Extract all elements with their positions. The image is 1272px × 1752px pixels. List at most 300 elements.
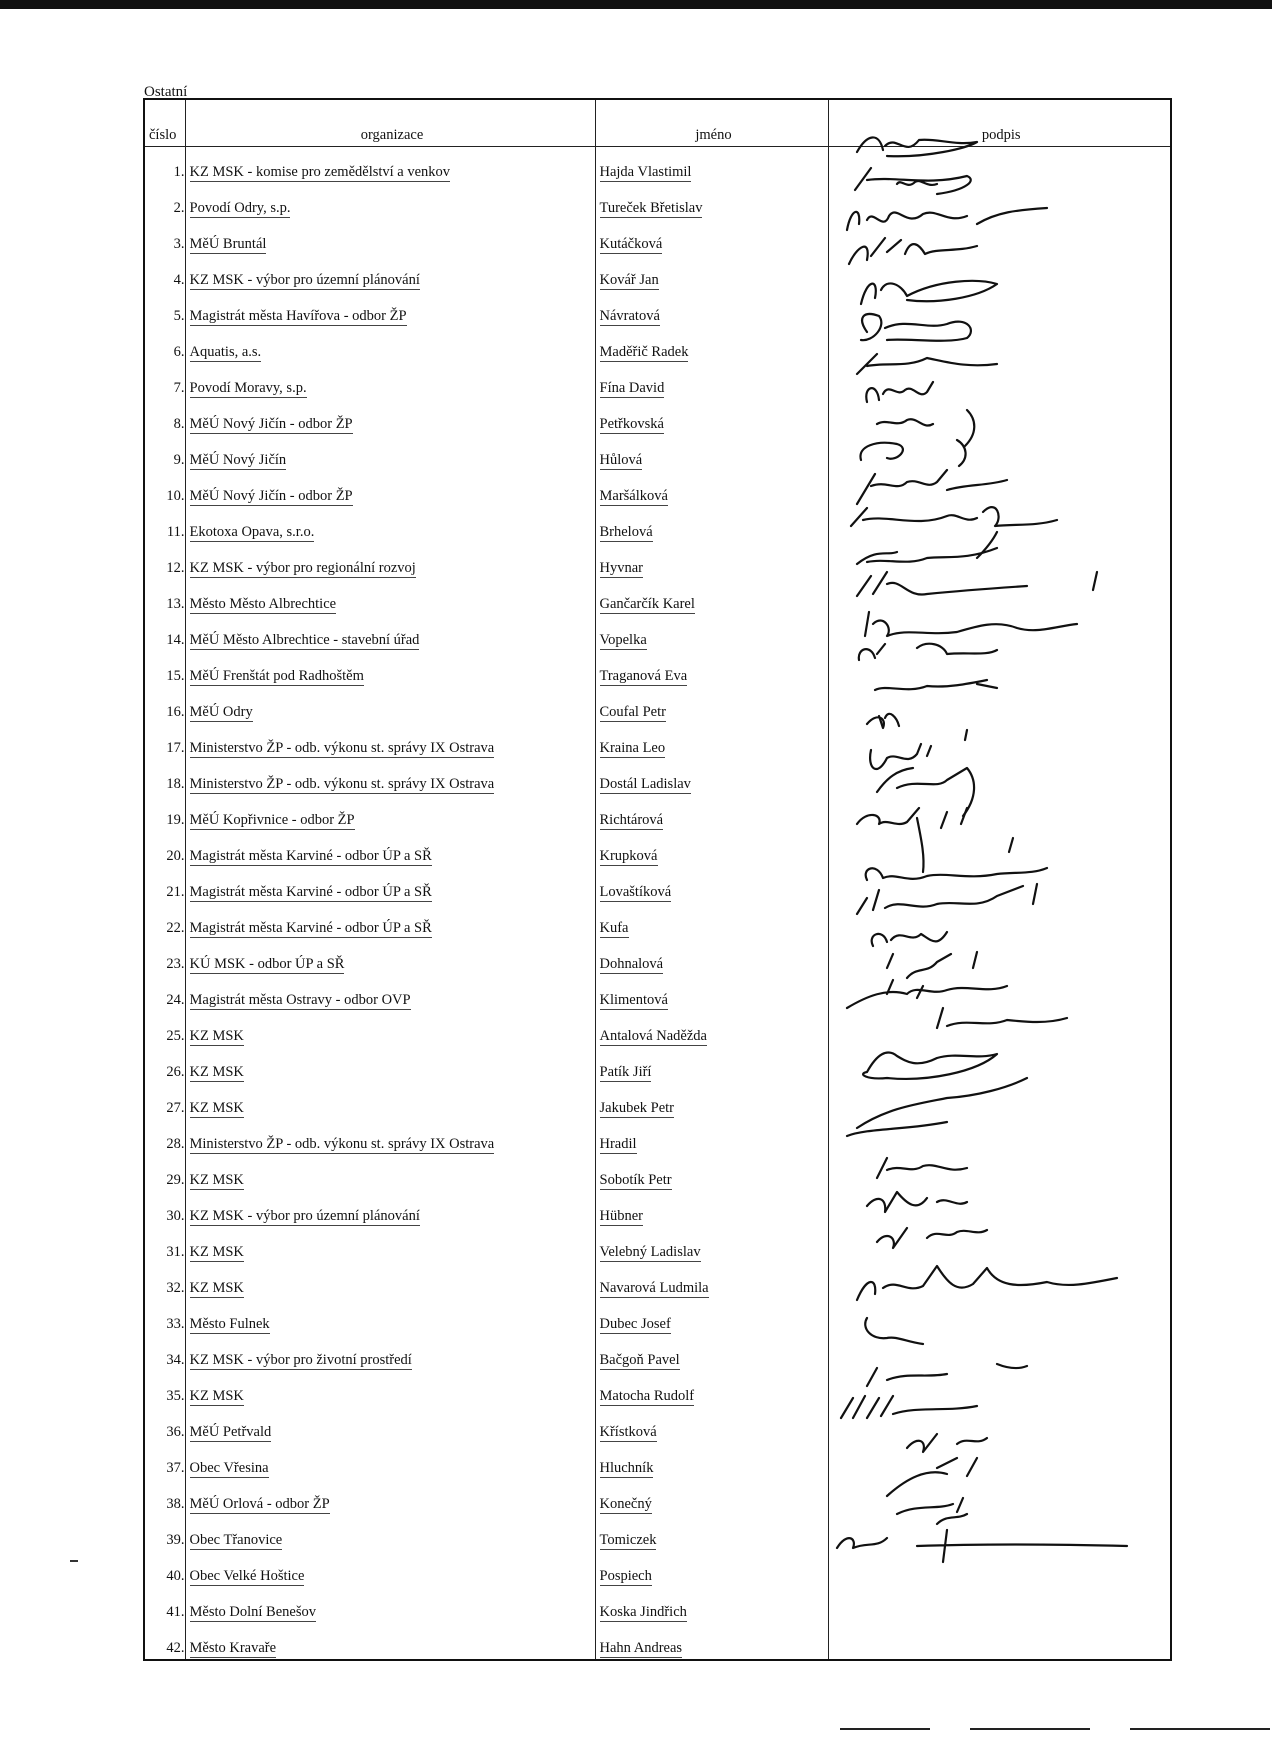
row-name-cell [595,1407,828,1443]
table-row [144,615,1171,651]
row-organization: KZ MSK [189,1100,244,1116]
row-organization-cell [185,687,595,723]
row-organization-cell [185,1155,595,1191]
row-name-cell [595,1155,828,1191]
row-name: Tureček Břetislav [599,200,703,216]
row-number: 15. [144,651,185,687]
row-name: Antalová Naděžda [599,1028,707,1044]
header-signature: podpis [828,99,1171,147]
row-number: 16. [144,687,185,723]
row-organization-cell [185,327,595,363]
row-number: 34. [144,1335,185,1371]
row-number: 28. [144,1119,185,1155]
row-name-cell [595,1515,828,1551]
header-organization: organizace [185,99,595,147]
row-organization: MěÚ Odry [189,704,253,720]
table-row [144,939,1171,975]
table-row [144,1155,1171,1191]
table-row [144,1371,1171,1407]
row-signature-cell [828,903,1171,939]
row-name-cell [595,903,828,939]
table-row [144,183,1171,219]
row-number: 22. [144,903,185,939]
scan-top-edge [0,0,1272,9]
row-organization: KZ MSK [189,1064,244,1080]
table-row [144,1011,1171,1047]
row-number: 30. [144,1191,185,1227]
row-organization: Ministerstvo ŽP - odb. výkonu st. správy IX Ostrava [189,776,495,792]
row-organization-cell [185,1263,595,1299]
row-name-cell [595,1227,828,1263]
row-name-cell [595,723,828,759]
row-name: Hyvnar [599,560,643,576]
row-organization-cell [185,291,595,327]
row-signature-cell [828,507,1171,543]
row-organization-cell [185,147,595,184]
row-number: 3. [144,219,185,255]
row-number: 10. [144,471,185,507]
row-organization-cell [185,399,595,435]
row-organization-cell [185,723,595,759]
row-number: 38. [144,1479,185,1515]
row-name: Brhelová [599,524,653,540]
table-row [144,1443,1171,1479]
row-number: 9. [144,435,185,471]
row-signature-cell [828,1551,1171,1587]
row-organization: Město Dolní Benešov [189,1604,316,1620]
row-number: 17. [144,723,185,759]
row-organization: KZ MSK - výbor pro územní plánování [189,1208,420,1224]
row-name: Pospiech [599,1568,652,1584]
row-name: Konečný [599,1496,652,1512]
row-name-cell [595,363,828,399]
row-name: Dubec Josef [599,1316,671,1332]
row-name: Traganová Eva [599,668,688,684]
row-organization-cell [185,759,595,795]
row-number: 8. [144,399,185,435]
row-organization-cell [185,471,595,507]
row-organization-cell [185,219,595,255]
row-number: 37. [144,1443,185,1479]
row-organization: MěÚ Nový Jičín [189,452,287,468]
row-name: Kraina Leo [599,740,666,756]
row-organization: Ekotoxa Opava, s.r.o. [189,524,315,540]
row-number: 27. [144,1083,185,1119]
row-name: Petřkovská [599,416,664,432]
row-name-cell [595,183,828,219]
row-name-cell [595,1335,828,1371]
table-row [144,1191,1171,1227]
table-row [144,975,1171,1011]
table-row [144,1227,1171,1263]
row-signature-cell [828,1371,1171,1407]
row-organization: MěÚ Orlová - odbor ŽP [189,1496,330,1512]
row-organization-cell [185,1191,595,1227]
row-organization-cell [185,939,595,975]
row-name-cell [595,759,828,795]
row-number: 26. [144,1047,185,1083]
row-name: Navarová Ludmila [599,1280,709,1296]
row-name: Bačgoň Pavel [599,1352,680,1368]
row-signature-cell [828,1155,1171,1191]
row-organization-cell [185,579,595,615]
row-name: Vopelka [599,632,647,648]
row-name-cell [595,687,828,723]
row-organization-cell [185,651,595,687]
row-organization-cell [185,1011,595,1047]
row-signature-cell [828,291,1171,327]
table-row [144,1479,1171,1515]
row-name: Maděřič Radek [599,344,689,360]
row-organization: KÚ MSK - odbor ÚP a SŘ [189,956,345,972]
row-signature-cell [828,1047,1171,1083]
row-name-cell [595,1551,828,1587]
row-signature-cell [828,867,1171,903]
row-name-cell [595,1119,828,1155]
header-name: jméno [595,99,828,147]
row-name: Hradil [599,1136,637,1152]
row-organization: MěÚ Frenštát pod Radhoštěm [189,668,364,684]
row-signature-cell [828,255,1171,291]
table-row [144,1407,1171,1443]
row-signature-cell [828,1011,1171,1047]
row-name-cell [595,1083,828,1119]
row-organization-cell [185,1479,595,1515]
row-signature-cell [828,1335,1171,1371]
row-signature-cell [828,399,1171,435]
table-row [144,651,1171,687]
table-row [144,435,1171,471]
table-header-row [144,99,1171,147]
row-name-cell [595,147,828,184]
row-signature-cell [828,1263,1171,1299]
row-name: Dostál Ladislav [599,776,691,792]
row-signature-cell [828,471,1171,507]
row-name-cell [595,399,828,435]
row-number: 1. [144,147,185,184]
row-name-cell [595,795,828,831]
row-name: Velebný Ladislav [599,1244,701,1260]
table-row [144,327,1171,363]
row-organization-cell [185,615,595,651]
table-row [144,795,1171,831]
row-name: Tomiczek [599,1532,657,1548]
row-name: Kufa [599,920,629,936]
row-name: Křístková [599,1424,657,1440]
row-number: 14. [144,615,185,651]
row-organization: Povodí Moravy, s.p. [189,380,307,396]
row-number: 19. [144,795,185,831]
row-number: 7. [144,363,185,399]
row-name-cell [595,831,828,867]
row-name: Gančarčík Karel [599,596,695,612]
row-signature-cell [828,579,1171,615]
row-name: Fína David [599,380,665,396]
row-organization: MěÚ Město Albrechtice - stavební úřad [189,632,420,648]
row-number: 25. [144,1011,185,1047]
row-signature-cell [828,795,1171,831]
row-name-cell [595,543,828,579]
row-organization: MěÚ Nový Jičín - odbor ŽP [189,416,353,432]
table-row [144,1263,1171,1299]
row-organization-cell [185,1623,595,1660]
table-row [144,759,1171,795]
row-name: Matocha Rudolf [599,1388,695,1404]
row-organization: KZ MSK - výbor pro územní plánování [189,272,420,288]
row-name-cell [595,219,828,255]
row-name: Dohnalová [599,956,664,972]
row-name: Hahn Andreas [599,1640,683,1656]
row-organization-cell [185,543,595,579]
row-name: Patík Jiří [599,1064,652,1080]
row-number: 24. [144,975,185,1011]
row-signature-cell [828,147,1171,184]
row-organization: KZ MSK - výbor pro životní prostředí [189,1352,412,1368]
table-row [144,147,1171,184]
row-name: Coufal Petr [599,704,666,720]
row-organization: KZ MSK - výbor pro regionální rozvoj [189,560,416,576]
row-organization-cell [185,1119,595,1155]
row-name-cell [595,1011,828,1047]
row-organization-cell [185,363,595,399]
row-organization: Magistrát města Karviné - odbor ÚP a SŘ [189,884,432,900]
row-organization: KZ MSK [189,1244,244,1260]
row-organization-cell [185,1047,595,1083]
row-signature-cell [828,723,1171,759]
row-signature-cell [828,1299,1171,1335]
row-name-cell [595,1191,828,1227]
row-name-cell [595,1263,828,1299]
row-organization: Město Fulnek [189,1316,270,1332]
row-organization-cell [185,831,595,867]
row-organization-cell [185,903,595,939]
row-name: Návratová [599,308,660,324]
row-name-cell [595,975,828,1011]
section-title: Ostatní [144,84,188,100]
table-row [144,543,1171,579]
row-organization: KZ MSK - komise pro zemědělství a venkov [189,164,451,180]
row-name-cell [595,1479,828,1515]
row-name-cell [595,255,828,291]
row-organization: Město Město Albrechtice [189,596,337,612]
row-name: Hajda Vlastimil [599,164,692,180]
row-signature-cell [828,975,1171,1011]
row-number: 39. [144,1515,185,1551]
row-organization-cell [185,975,595,1011]
row-organization: MěÚ Nový Jičín - odbor ŽP [189,488,353,504]
row-name-cell [595,1587,828,1623]
row-number: 35. [144,1371,185,1407]
row-signature-cell [828,363,1171,399]
row-name-cell [595,651,828,687]
row-organization-cell [185,507,595,543]
table-row [144,1587,1171,1623]
row-organization: Obec Třanovice [189,1532,283,1548]
table-row [144,579,1171,615]
row-organization-cell [185,1299,595,1335]
table-row [144,867,1171,903]
attendance-sheet [143,98,1170,1656]
row-name-cell [595,435,828,471]
row-organization: KZ MSK [189,1388,244,1404]
header-number: číslo [144,99,185,147]
row-signature-cell [828,1587,1171,1623]
row-number: 36. [144,1407,185,1443]
row-name-cell [595,939,828,975]
row-number: 5. [144,291,185,327]
row-organization-cell [185,1515,595,1551]
row-name: Jakubek Petr [599,1100,674,1116]
table-row [144,1047,1171,1083]
row-name-cell [595,291,828,327]
row-number: 2. [144,183,185,219]
row-number: 4. [144,255,185,291]
table-row [144,255,1171,291]
row-organization-cell [185,255,595,291]
row-organization-cell [185,1371,595,1407]
row-organization: MěÚ Petřvald [189,1424,272,1440]
attendance-table [143,98,1172,1661]
row-signature-cell [828,327,1171,363]
row-organization-cell [185,435,595,471]
row-signature-cell [828,615,1171,651]
row-name: Kovář Jan [599,272,659,288]
row-name-cell [595,1047,828,1083]
row-organization: Povodí Odry, s.p. [189,200,291,216]
row-signature-cell [828,543,1171,579]
row-name: Klimentová [599,992,668,1008]
table-body [144,147,1171,1661]
row-number: 31. [144,1227,185,1263]
row-organization-cell [185,1443,595,1479]
row-name: Hübner [599,1208,643,1224]
row-signature-cell [828,939,1171,975]
row-name-cell [595,1443,828,1479]
table-row [144,687,1171,723]
row-signature-cell [828,831,1171,867]
row-organization: MěÚ Bruntál [189,236,267,252]
row-organization: Magistrát města Karviné - odbor ÚP a SŘ [189,848,432,864]
row-signature-cell [828,1083,1171,1119]
row-number: 18. [144,759,185,795]
table-row [144,1515,1171,1551]
row-name-cell [595,507,828,543]
row-organization-cell [185,1407,595,1443]
row-number: 32. [144,1263,185,1299]
row-name: Hůlová [599,452,643,468]
row-organization: Magistrát města Ostravy - odbor OVP [189,992,411,1008]
table-row [144,1083,1171,1119]
row-signature-cell [828,1623,1171,1660]
row-number: 40. [144,1551,185,1587]
table-row [144,291,1171,327]
row-signature-cell [828,1443,1171,1479]
table-row [144,363,1171,399]
row-name-cell [595,867,828,903]
table-row [144,219,1171,255]
table-row [144,1335,1171,1371]
row-number: 12. [144,543,185,579]
row-signature-cell [828,759,1171,795]
row-name: Maršálková [599,488,668,504]
row-signature-cell [828,1119,1171,1155]
table-row [144,471,1171,507]
scan-bottom-lines [840,1728,1270,1730]
row-organization: Aquatis, a.s. [189,344,262,360]
row-name-cell [595,615,828,651]
row-signature-cell [828,651,1171,687]
row-name-cell [595,1623,828,1660]
row-name: Hluchník [599,1460,654,1476]
row-organization: KZ MSK [189,1028,244,1044]
row-number: 41. [144,1587,185,1623]
row-organization: MěÚ Kopřivnice - odbor ŽP [189,812,355,828]
row-signature-cell [828,1407,1171,1443]
row-name: Richtárová [599,812,664,828]
table-row [144,903,1171,939]
row-name: Kutáčková [599,236,663,252]
row-organization: KZ MSK [189,1280,244,1296]
row-organization-cell [185,183,595,219]
row-organization-cell [185,1227,595,1263]
row-organization: Ministerstvo ŽP - odb. výkonu st. správy IX Ostrava [189,1136,495,1152]
row-organization-cell [185,1335,595,1371]
table-row [144,399,1171,435]
row-number: 6. [144,327,185,363]
row-name: Lovaštíková [599,884,672,900]
row-organization: Město Kravaře [189,1640,277,1656]
row-organization-cell [185,1587,595,1623]
table-row [144,831,1171,867]
row-organization: Obec Vřesina [189,1460,269,1476]
row-signature-cell [828,1515,1171,1551]
row-signature-cell [828,1479,1171,1515]
row-name: Koska Jindřich [599,1604,687,1620]
row-name-cell [595,471,828,507]
row-organization-cell [185,867,595,903]
row-number: 42. [144,1623,185,1660]
row-organization-cell [185,795,595,831]
row-signature-cell [828,219,1171,255]
row-signature-cell [828,1227,1171,1263]
row-organization-cell [185,1551,595,1587]
row-number: 13. [144,579,185,615]
row-signature-cell [828,1191,1171,1227]
row-number: 29. [144,1155,185,1191]
table-row [144,1551,1171,1587]
row-number: 20. [144,831,185,867]
row-organization-cell [185,1083,595,1119]
table-row [144,1299,1171,1335]
table-row [144,1623,1171,1660]
row-name-cell [595,327,828,363]
row-name-cell [595,1299,828,1335]
row-organization: Obec Velké Hoštice [189,1568,305,1584]
row-name-cell [595,1371,828,1407]
row-organization: Ministerstvo ŽP - odb. výkonu st. správy IX Ostrava [189,740,495,756]
row-number: 23. [144,939,185,975]
row-signature-cell [828,183,1171,219]
table-row [144,723,1171,759]
row-organization: KZ MSK [189,1172,244,1188]
row-number: 21. [144,867,185,903]
row-organization: Magistrát města Havířova - odbor ŽP [189,308,407,324]
table-row [144,1119,1171,1155]
row-signature-cell [828,435,1171,471]
table-row [144,507,1171,543]
row-name: Sobotík Petr [599,1172,672,1188]
row-organization: Magistrát města Karviné - odbor ÚP a SŘ [189,920,432,936]
